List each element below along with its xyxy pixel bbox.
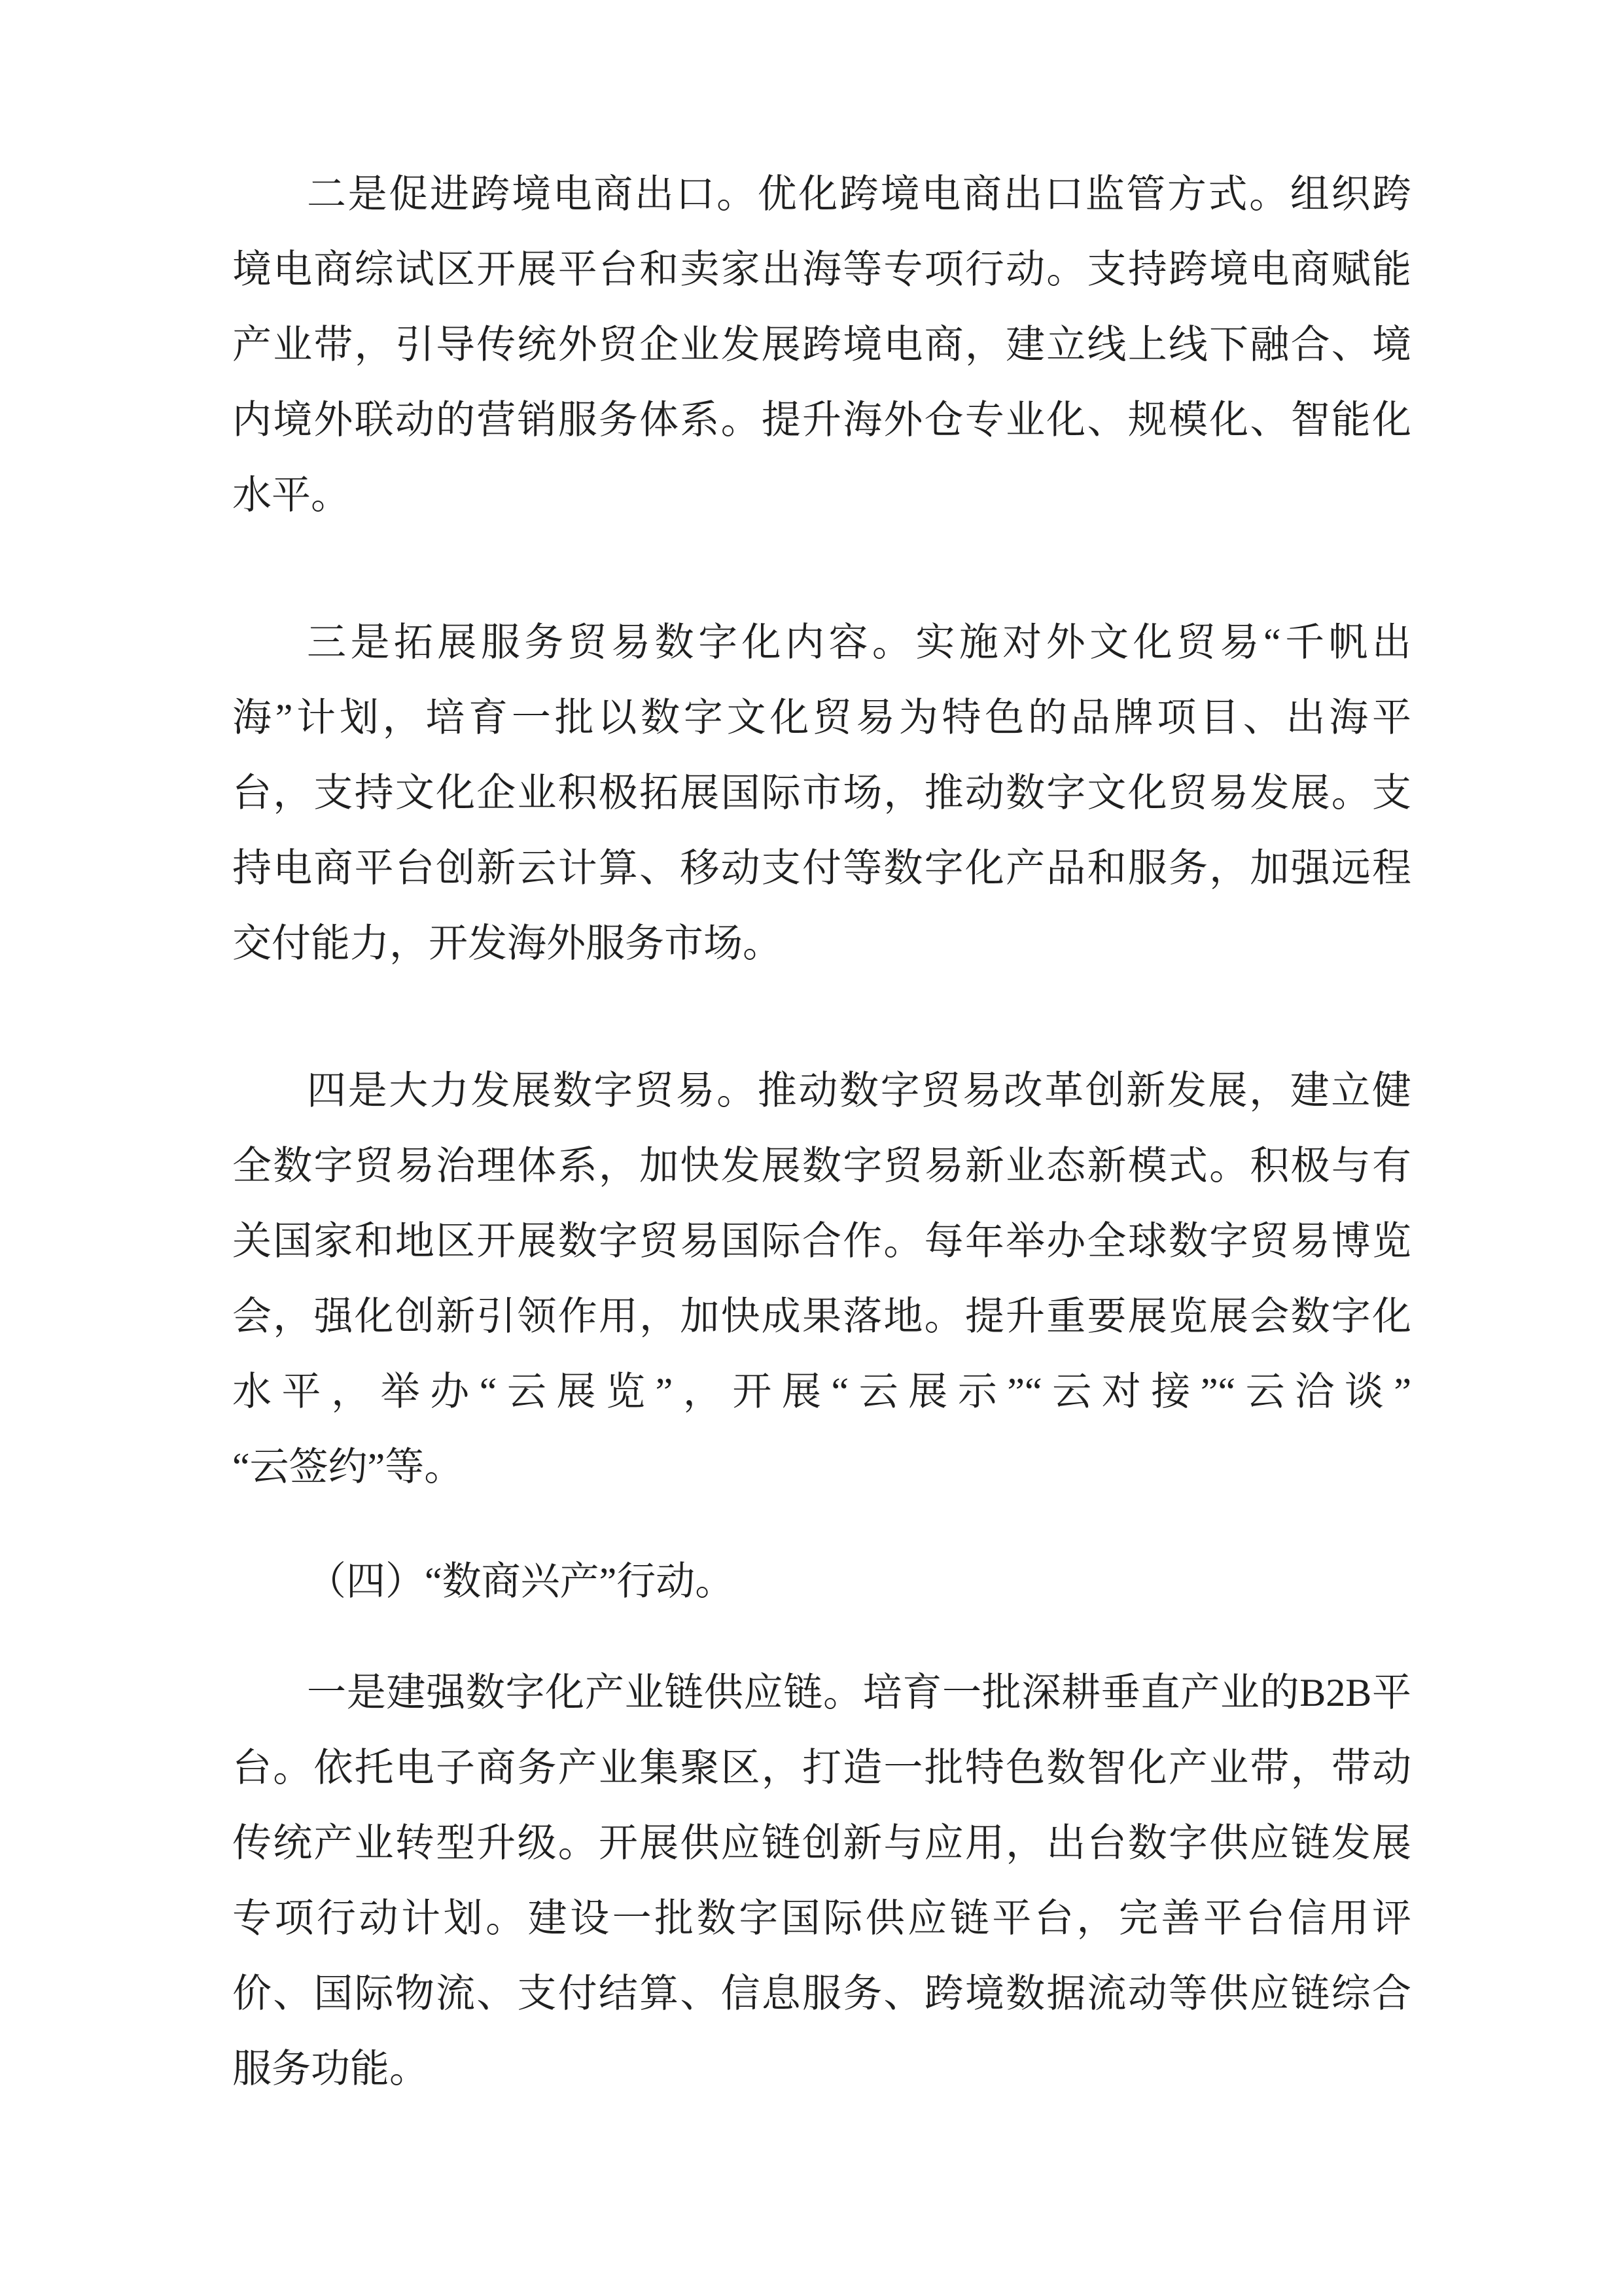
text-line: 交付能力，开发海外服务市场。 (232, 922, 782, 965)
text-line: 水平。 (232, 474, 350, 517)
paragraph-three (232, 605, 1411, 981)
text-line: 内境外联动的营销服务体系。提升海外仓专业化、规模化、智能化 (232, 398, 1411, 442)
text-line: 传统产业转型升级。开展供应链创新与应用，出台数字供应链发展 (232, 1822, 1411, 1865)
paragraph-four (232, 1053, 1411, 1505)
text-line: 一是建强数字化产业链供应链。培育一批深耕垂直产业的B2B平 (307, 1671, 1411, 1714)
text-line: 关国家和地区开展数字贸易国际合作。每年举办全球数字贸易博览 (232, 1220, 1411, 1263)
text-line: 服务功能。 (232, 2047, 429, 2091)
text-line: 四是大力发展数字贸易。推动数字贸易改革创新发展，建立健 (307, 1069, 1411, 1112)
text-line: 境电商综试区开展平台和卖家出海等专项行动。支持跨境电商赋能 (232, 248, 1411, 291)
text-line: 水平，举办“云展览”，开展“云展示”“云对接”“云洽谈” (232, 1370, 1411, 1413)
text-line: “云签约”等。 (232, 1445, 464, 1489)
text-line: 台，支持文化企业积极拓展国际市场，推动数字文化贸易发展。支 (232, 771, 1411, 815)
text-line: 三是拓展服务贸易数字化内容。实施对外文化贸易“千帆出 (307, 621, 1411, 664)
text-line: 持电商平台创新云计算、移动支付等数字化产品和服务，加强远程 (232, 847, 1411, 890)
text-line: 海”计划，培育一批以数字文化贸易为特色的品牌项目、出海平 (232, 696, 1411, 739)
text-line: 价、国际物流、支付结算、信息服务、跨境数据流动等供应链综合 (232, 1972, 1411, 2015)
text-line: 专项行动计划。建设一批数字国际供应链平台，完善平台信用评 (232, 1897, 1411, 1940)
section-heading: （四）“数商兴产”行动。 (307, 1560, 735, 1603)
text-line: 产业带，引导传统外贸企业发展跨境电商，建立线上线下融合、境 (232, 323, 1411, 366)
text-line: 全数字贸易治理体系，加快发展数字贸易新业态新模式。积极与有 (232, 1144, 1411, 1188)
paragraph-two (232, 157, 1411, 533)
paragraph-one-item (232, 1655, 1411, 2107)
text-line: 二是促进跨境电商出口。优化跨境电商出口监管方式。组织跨 (307, 173, 1411, 216)
text-line: 台。依托电子商务产业集聚区，打造一批特色数智化产业带，带动 (232, 1746, 1411, 1790)
text-line: 会，强化创新引领作用，加快成果落地。提升重要展览展会数字化 (232, 1295, 1411, 1338)
